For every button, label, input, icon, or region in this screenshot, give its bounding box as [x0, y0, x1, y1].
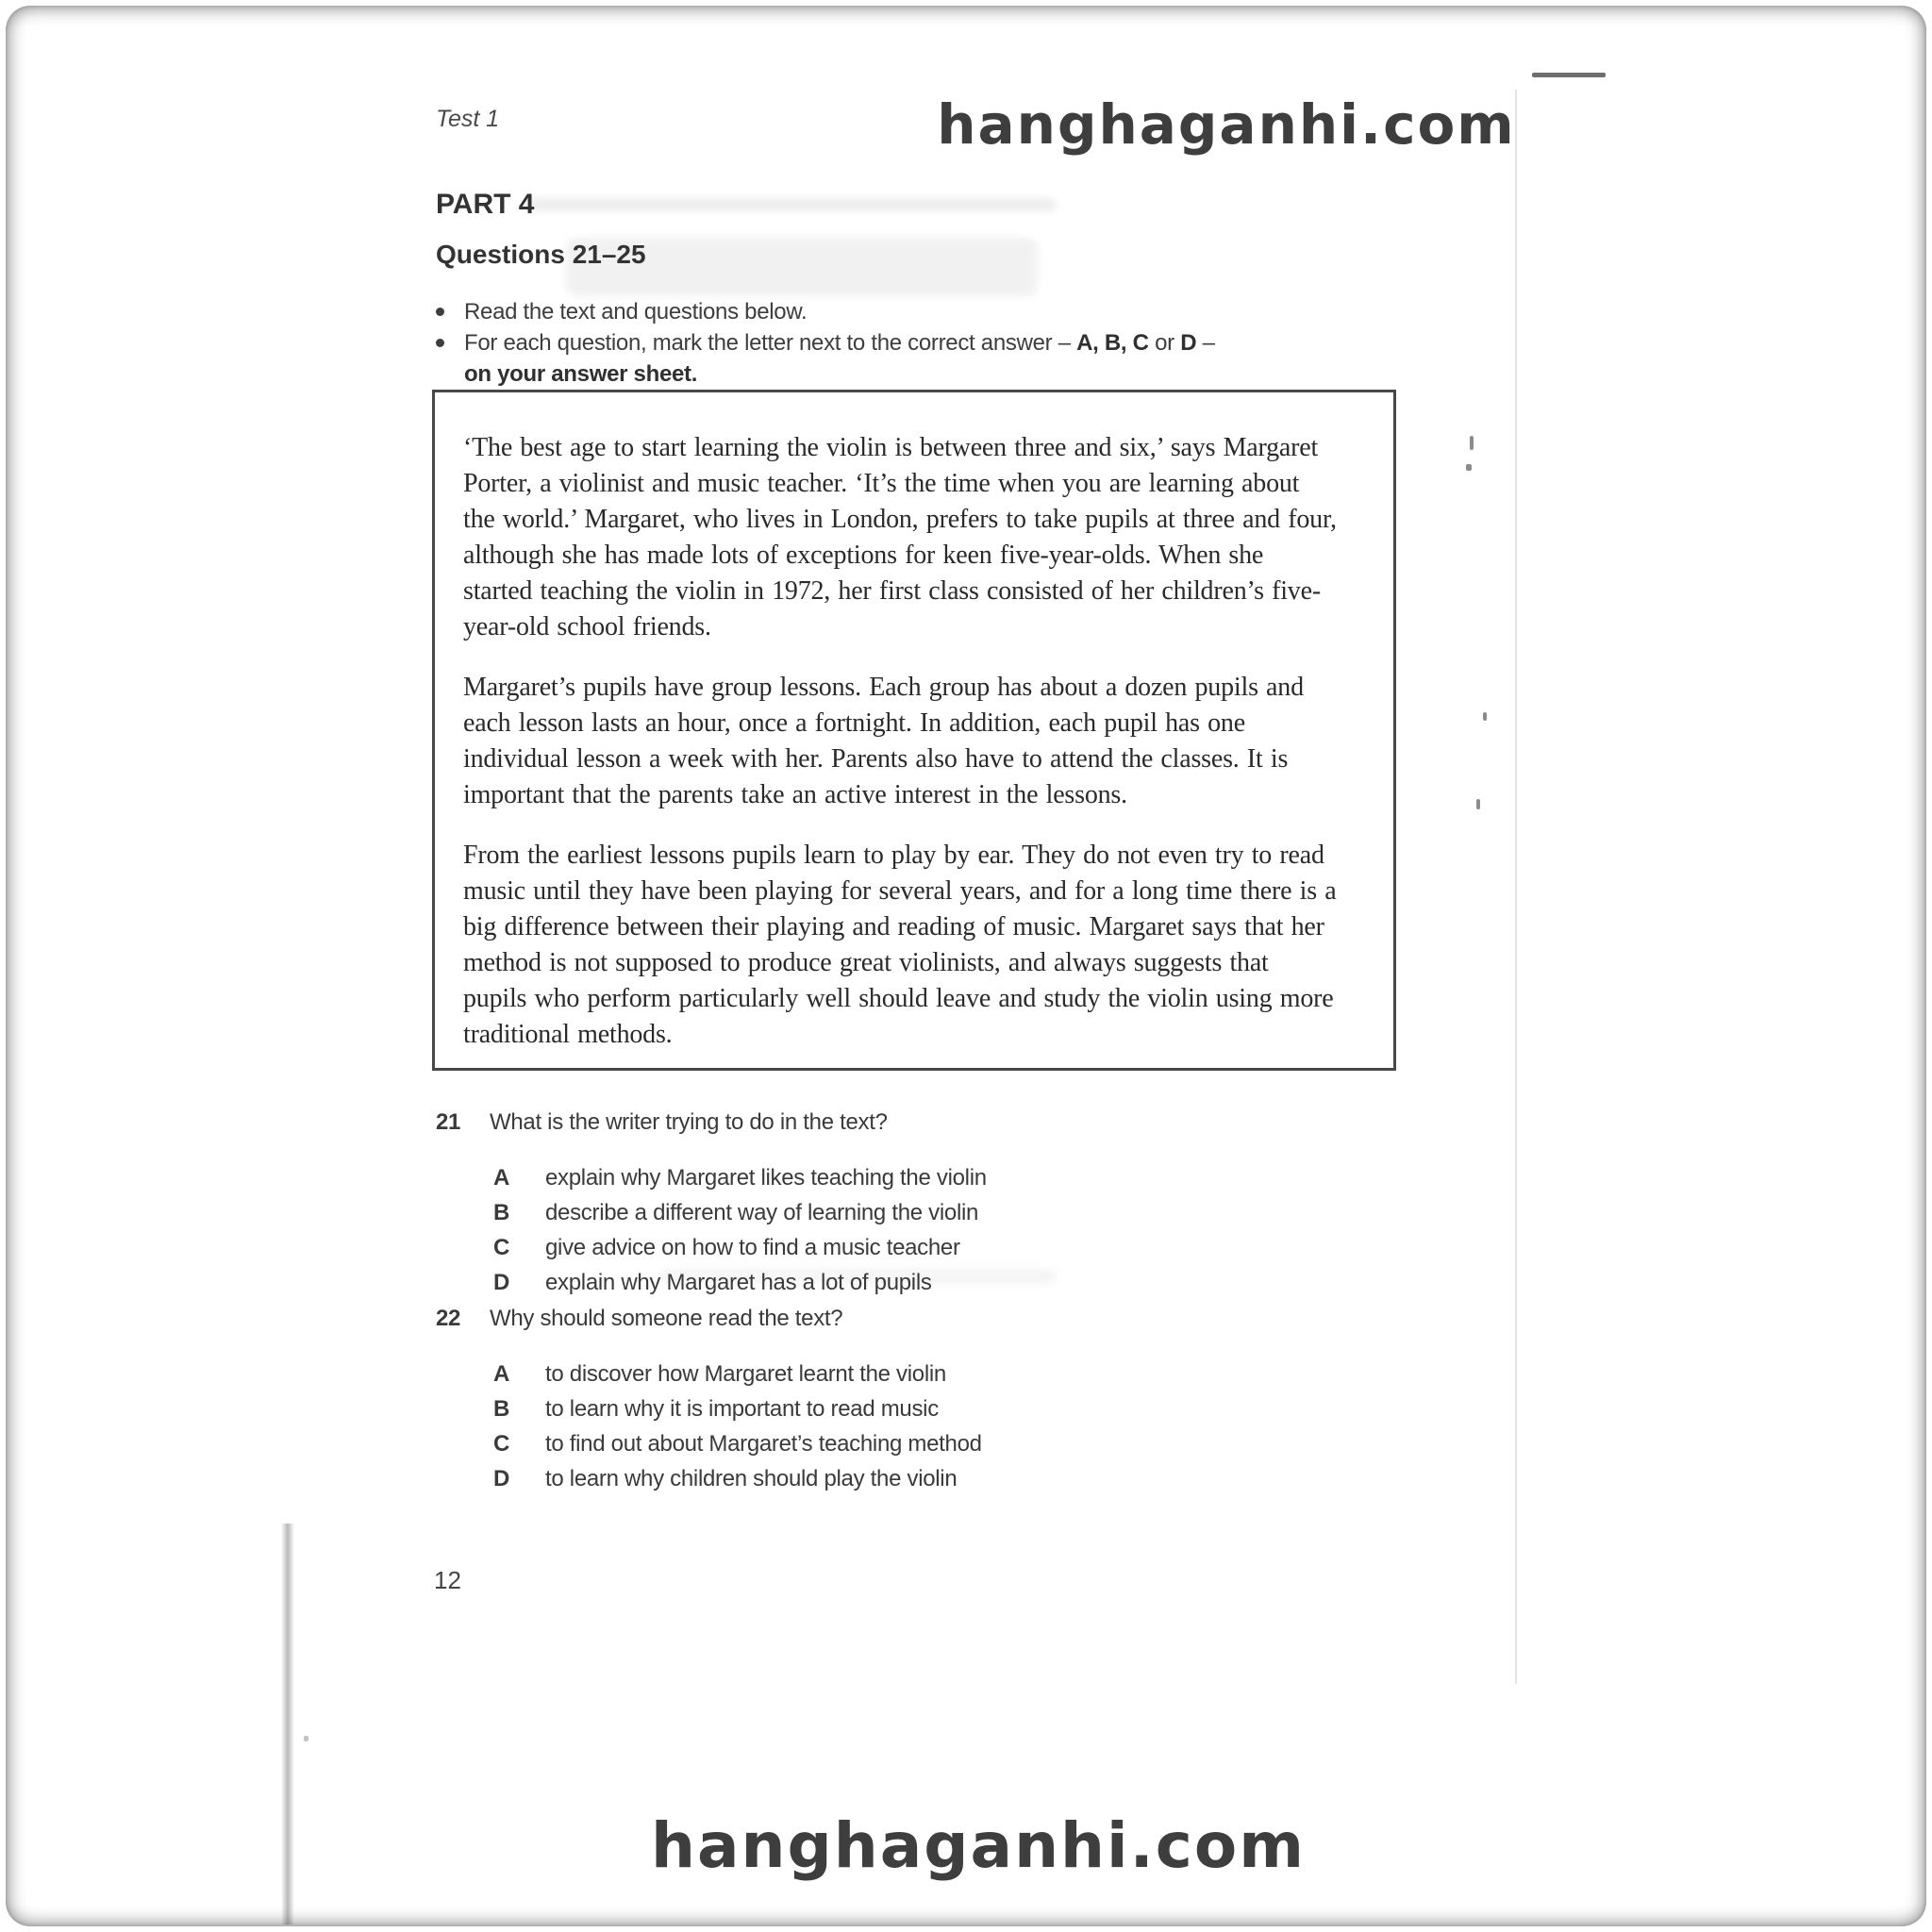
question-22 [436, 1306, 982, 1496]
passage-line: From the earliest lessons pupils learn to play by ear. They do not even try to read [463, 841, 1324, 870]
question-21 [436, 1109, 987, 1300]
answer-option [493, 1230, 987, 1265]
test-label: Test 1 [436, 106, 500, 132]
option-text: explain why Margaret has a lot of pupils [545, 1270, 932, 1295]
instruction-bullet-2 [436, 327, 1215, 358]
answer-option [493, 1160, 987, 1195]
ink-speck [1466, 464, 1472, 471]
question-text: Why should someone read the text? [490, 1306, 843, 1331]
passage-line: the world.’ Margaret, who lives in London, prefers to take pupils at three and four, [463, 505, 1337, 534]
page-number: 12 [434, 1566, 461, 1594]
instruction-text: Read the text and questions below. [464, 299, 808, 325]
ink-speck [304, 1736, 308, 1741]
passage-line: pupils who perform particularly well should leave and study the violin using more [463, 984, 1334, 1013]
passage-line: Margaret’s pupils have group lessons. Each group has about a dozen pupils and [463, 673, 1304, 702]
option-text: to discover how Margaret learnt the violin [545, 1361, 946, 1387]
passage-line: Porter, a violinist and music teacher. ‘It’s the time when you are learning about [463, 469, 1300, 498]
passage-line: each lesson lasts an hour, once a fortnight. In addition, each pupil has one [463, 708, 1245, 738]
option-letter: B [493, 1396, 510, 1422]
instruction-bullet-2-continuation [436, 358, 1215, 390]
option-text: to learn why it is important to read music [545, 1396, 939, 1422]
instruction-text: For each question, mark the letter next to the correct answer – A, B, C or D – [464, 330, 1215, 356]
question-head [436, 1306, 982, 1332]
answer-options [493, 1160, 987, 1300]
question-number: 21 [436, 1109, 461, 1135]
passage-paragraph [463, 838, 1393, 1053]
bullet-dot [436, 339, 444, 347]
passage-line: big difference between their playing and reading of music. Margaret says that her [463, 912, 1324, 941]
answer-option [493, 1426, 982, 1461]
option-text: to learn why children should play the violin [545, 1466, 958, 1491]
reading-passage-box [432, 390, 1396, 1071]
instruction-bold-text: on your answer sheet. [464, 361, 698, 387]
option-letter: D [493, 1466, 510, 1491]
ink-speck [1470, 436, 1474, 450]
bullet-dot [436, 308, 444, 316]
questions-range-heading: Questions 21–25 [436, 240, 646, 269]
watermark-bottom: hanghaganhi.com [651, 1809, 1306, 1882]
question-number: 22 [436, 1306, 461, 1331]
option-text: describe a different way of learning the violin [545, 1200, 979, 1225]
watermark-top: hanghaganhi.com [937, 92, 1516, 157]
option-text: explain why Margaret likes teaching the violin [545, 1165, 987, 1191]
instructions [436, 296, 1215, 390]
answer-option [493, 1357, 982, 1391]
passage-line: individual lesson a week with her. Parents also have to attend the classes. It is [463, 744, 1289, 774]
answer-option [493, 1195, 987, 1230]
scan-dash-mark [1532, 73, 1606, 77]
page-left-edge-shadow [281, 1524, 294, 1924]
instruction-bullet-1 [436, 296, 1215, 327]
option-text: to find out about Margaret’s teaching method [545, 1431, 982, 1457]
ink-speck [1483, 712, 1487, 721]
part-title: PART 4 [436, 189, 535, 220]
option-letter: A [493, 1165, 510, 1191]
option-text: give advice on how to find a music teacher [545, 1235, 960, 1260]
answer-option [493, 1461, 982, 1496]
book-page-edge-line [1515, 90, 1517, 1684]
passage-line: ‘The best age to start learning the violin is between three and six,’ says Margaret [463, 433, 1319, 462]
passage-line: music until they have been playing for several years, and for a long time there is a [463, 876, 1337, 906]
passage-line: although she has made lots of exceptions for keen five-year-olds. When she [463, 541, 1264, 570]
passage-line: started teaching the violin in 1972, her first class consisted of her children’s five- [463, 576, 1321, 606]
question-head [436, 1109, 987, 1136]
passage-line: traditional methods. [463, 1020, 673, 1049]
passage-line: year-old school friends. [463, 612, 711, 641]
bleed-through-smudge [528, 198, 1057, 211]
answer-option [493, 1391, 982, 1426]
ink-speck [1476, 799, 1480, 809]
option-letter: C [493, 1235, 510, 1260]
question-text: What is the writer trying to do in the text? [490, 1109, 888, 1135]
passage-line: important that the parents take an active interest in the lessons. [463, 780, 1127, 809]
passage-line: method is not supposed to produce great violinists, and always suggests that [463, 948, 1269, 977]
passage-paragraph [463, 670, 1393, 813]
answer-option [493, 1265, 987, 1300]
option-letter: D [493, 1270, 510, 1295]
passage-paragraph [463, 430, 1393, 645]
option-letter: C [493, 1431, 510, 1457]
option-letter: B [493, 1200, 510, 1225]
option-letter: A [493, 1361, 510, 1387]
answer-options [493, 1357, 982, 1496]
